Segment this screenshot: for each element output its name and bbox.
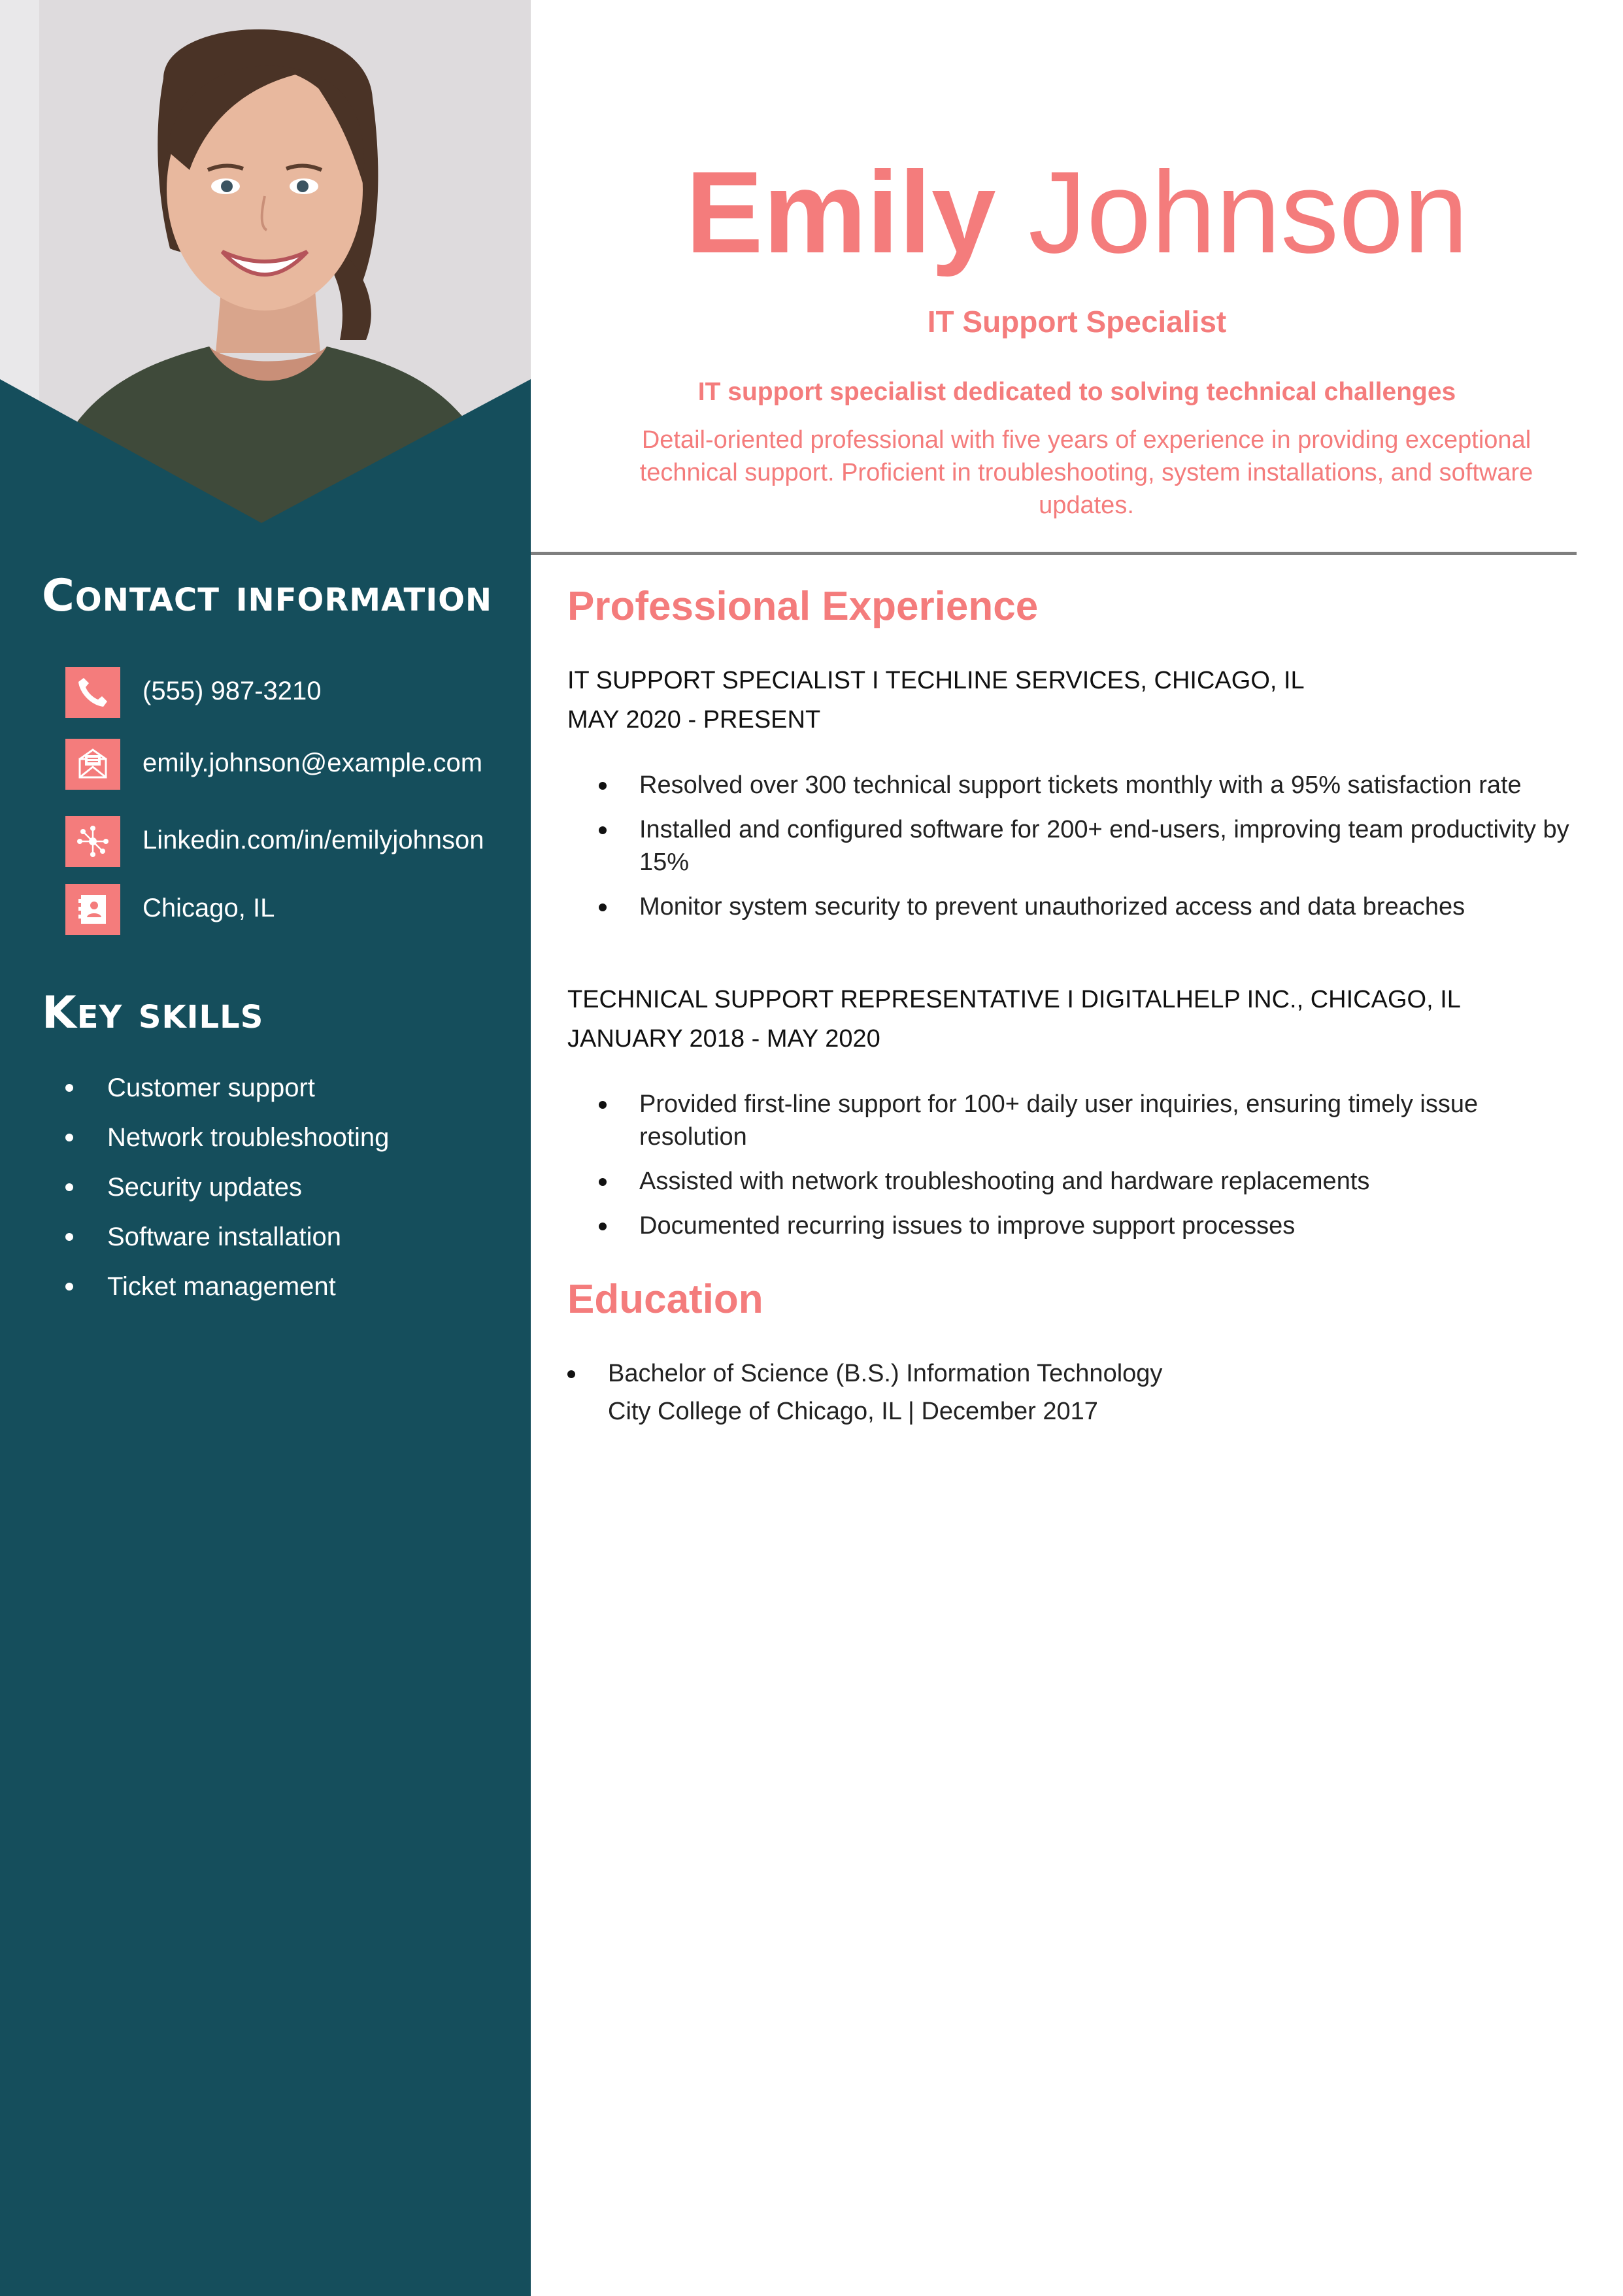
main-content: [531, 0, 1623, 2296]
tagline: IT support specialist dedicated to solving technical challenges: [697, 378, 1456, 406]
education-entry: [567, 1355, 1587, 1430]
job-title: IT Support Specialist: [927, 305, 1227, 339]
skill-item: Security updates: [65, 1172, 389, 1203]
contact-phone[interactable]: [65, 667, 561, 718]
education-heading: Education: [567, 1277, 763, 1322]
job-bullet: Installed and configured software for 200+ end-users, improving team productivity by 15%: [567, 813, 1587, 879]
contact-email-text: emily.johnson@example.com: [142, 749, 483, 777]
job-title-line: IT SUPPORT SPECIALIST I TECHLINE SERVICES, CHICAGO, IL: [567, 667, 1305, 694]
education-school: City College of Chicago, IL | December 2017: [608, 1398, 1098, 1425]
education-degree: Bachelor of Science (B.S.) Information Technology: [567, 1355, 1587, 1393]
profile-photo-illustration: [0, 0, 531, 523]
contact-linkedin-text: Linkedin.com/in/emilyjohnson: [142, 826, 484, 854]
contact-heading: Contact information: [42, 570, 493, 622]
job-bullet: Provided first-line support for 100+ daily user inquiries, ensuring timely issue resolution: [567, 1088, 1587, 1153]
skill-item: Customer support: [65, 1072, 389, 1104]
skill-item: Software installation: [65, 1221, 389, 1253]
first-name: Emily: [685, 147, 996, 277]
skill-item: Network troubleshooting: [65, 1122, 389, 1153]
contact-email[interactable]: [65, 739, 561, 790]
job-bullets: [567, 769, 1587, 935]
network-icon: [65, 816, 120, 867]
summary: Detail-oriented professional with five years of experience in providing exceptional technical support. Proficient in troubleshooting, system installations, and software updates.: [639, 426, 1533, 519]
candidate-name: [531, 147, 1623, 278]
job-bullet: Assisted with network troubleshooting and hardware replacements: [567, 1165, 1587, 1198]
last-name: Johnson: [1028, 147, 1469, 277]
header-divider: [531, 552, 1577, 555]
envelope-icon: [65, 739, 120, 790]
job-bullet: Resolved over 300 technical support tickets monthly with a 95% satisfaction rate: [567, 769, 1587, 802]
job-bullets: [567, 1088, 1587, 1254]
contact-location: [65, 884, 561, 935]
job-dates: JANUARY 2018 - MAY 2020: [567, 1025, 880, 1053]
skills-heading: Key skills: [42, 987, 264, 1039]
phone-icon: [65, 667, 120, 718]
sidebar: [0, 0, 531, 2296]
profile-photo: [0, 0, 531, 523]
job-dates: MAY 2020 - PRESENT: [567, 706, 821, 734]
job-bullet: Documented recurring issues to improve support processes: [567, 1209, 1587, 1242]
contact-phone-text: (555) 987-3210: [142, 677, 322, 705]
contact-linkedin[interactable]: [65, 816, 561, 867]
contact-location-text: Chicago, IL: [142, 894, 275, 922]
experience-heading: Professional Experience: [567, 584, 1039, 629]
job-title-line: TECHNICAL SUPPORT REPRESENTATIVE I DIGITALHELP INC., CHICAGO, IL: [567, 986, 1461, 1013]
skills-list: [65, 1072, 389, 1321]
skill-item: Ticket management: [65, 1271, 389, 1302]
location-card-icon: [65, 884, 120, 935]
job-bullet: Monitor system security to prevent unauthorized access and data breaches: [567, 890, 1587, 923]
